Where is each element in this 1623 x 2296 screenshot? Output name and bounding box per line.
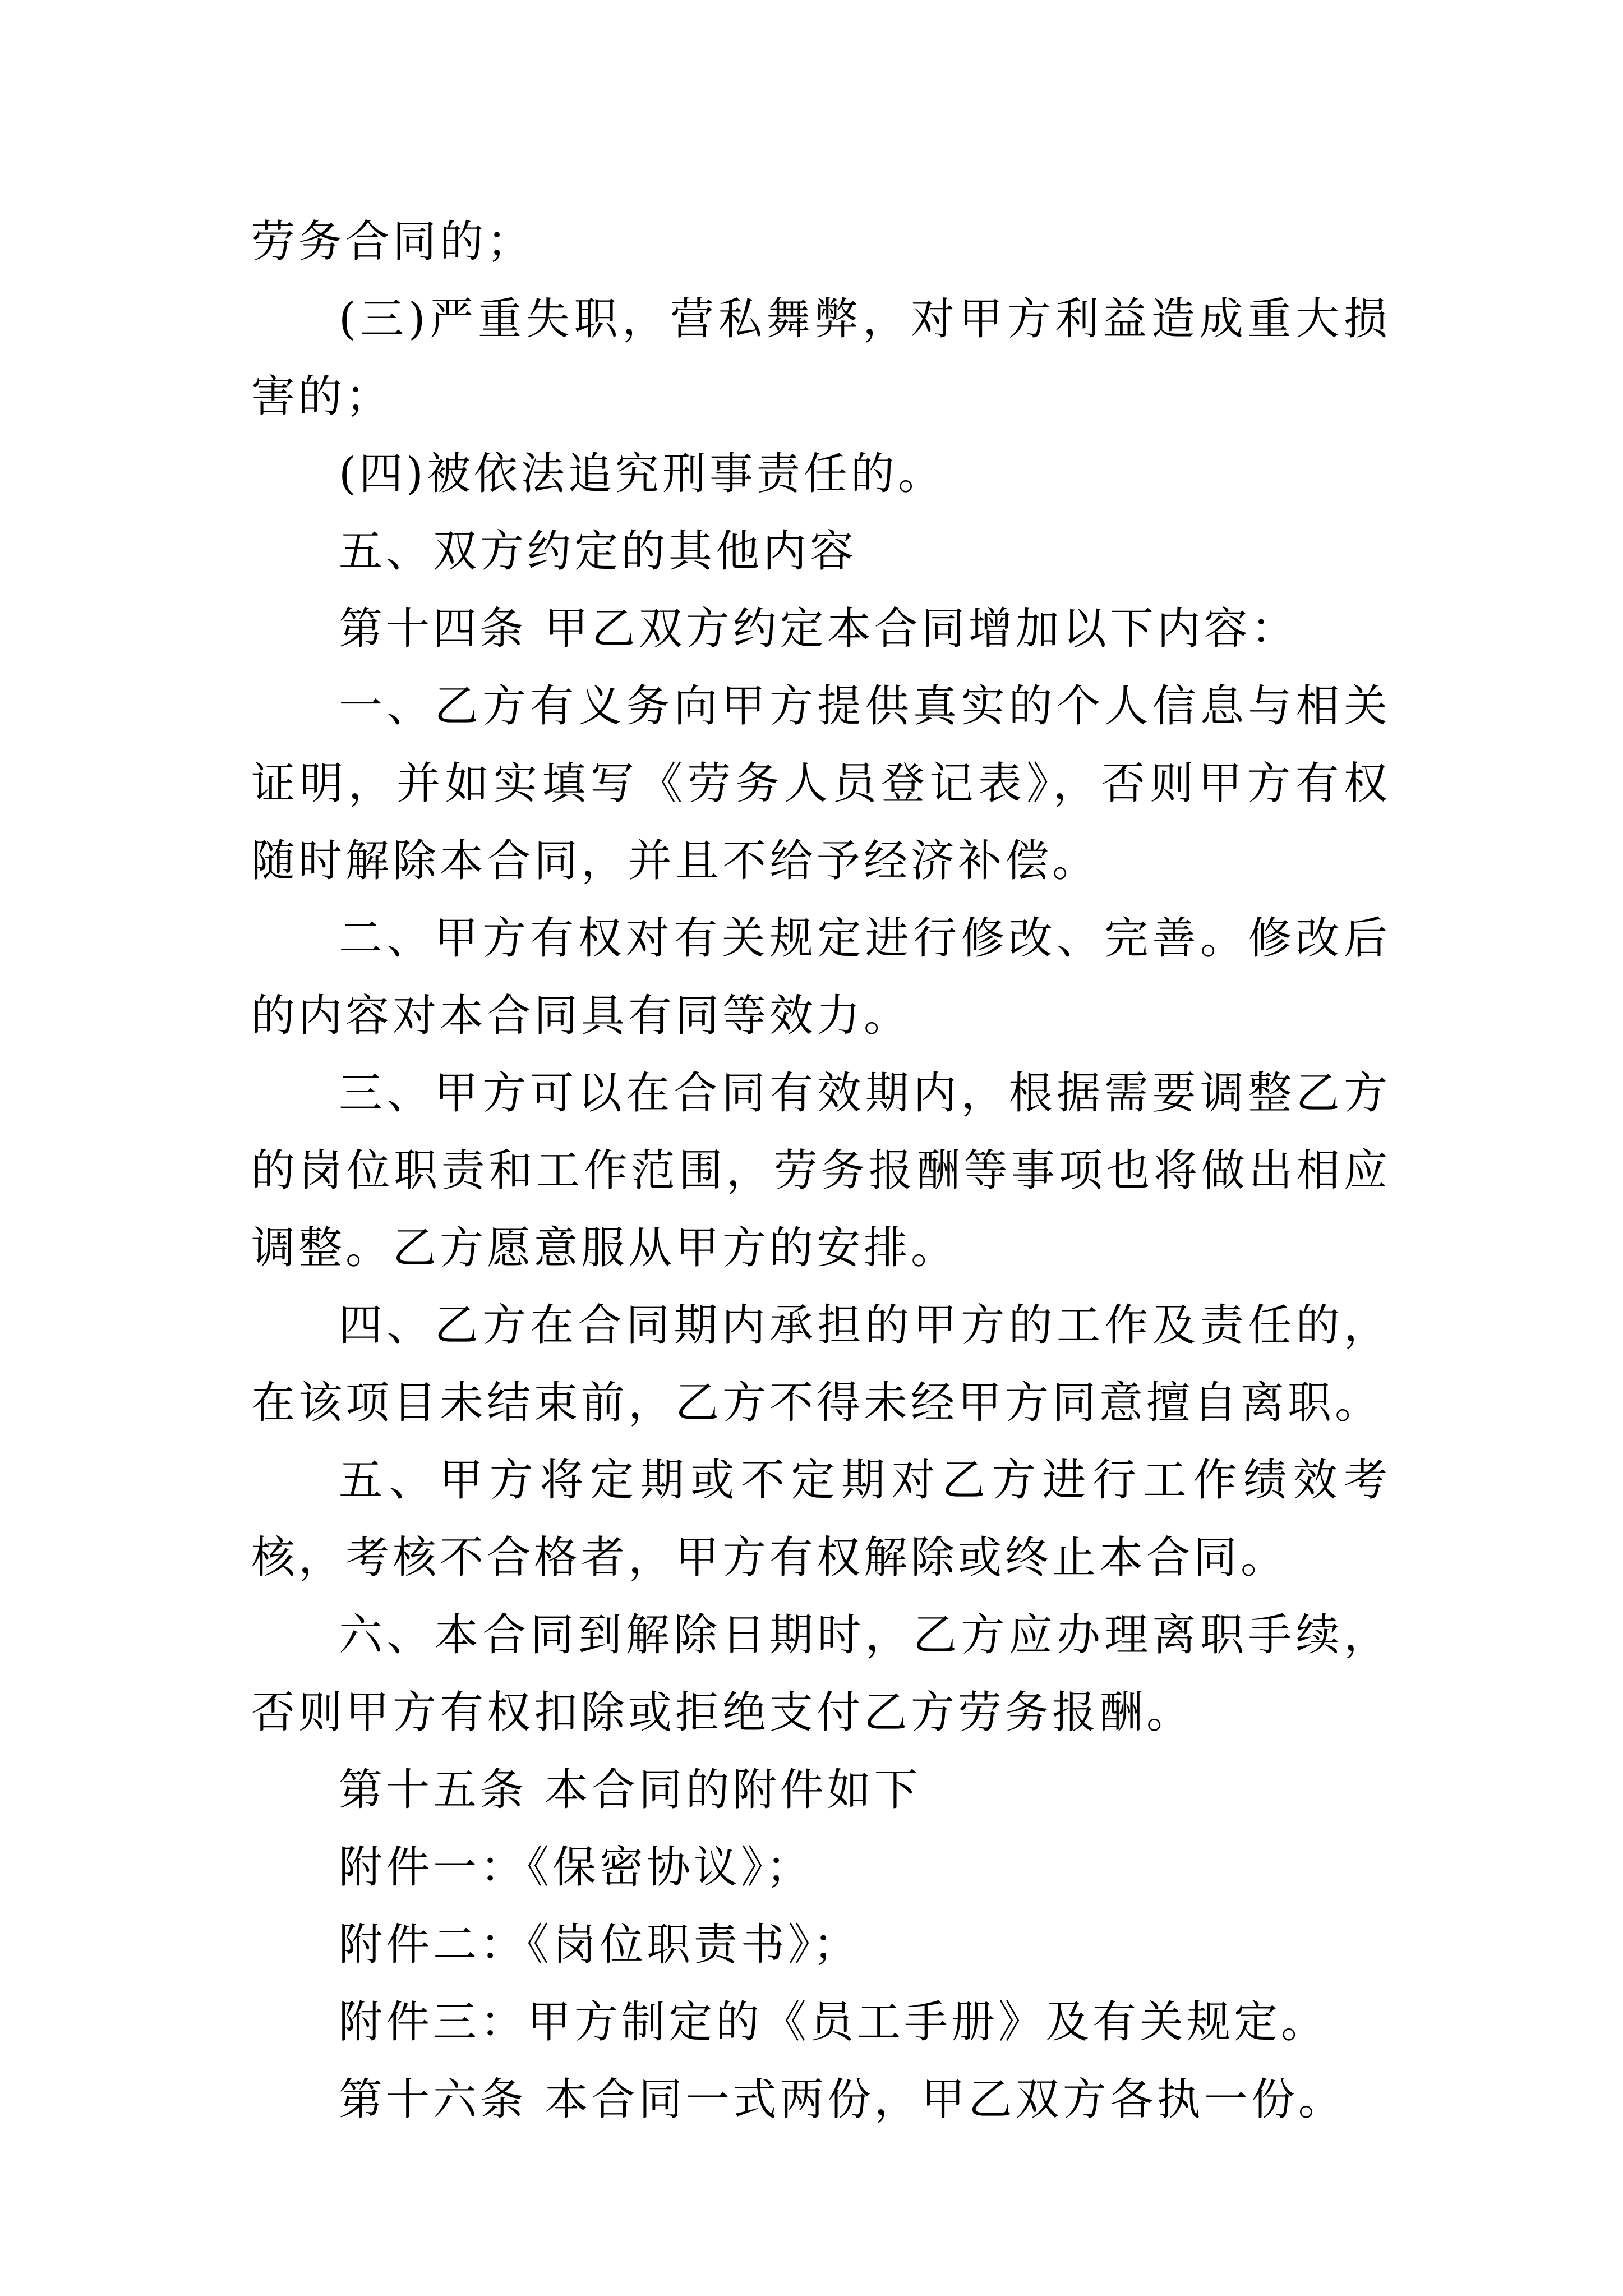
paragraph: 六、本合同到解除日期时，乙方应办理离职手续，否则甲方有权扣除或拒绝支付乙方劳务报酬。 (251, 1610, 1391, 1738)
paragraph: 三、甲方可以在合同有效期内，根据需要调整乙方的岗位职责和工作范围，劳务报酬等事项也将做出相应调整。乙方愿意服从甲方的安排。 (251, 1068, 1391, 1273)
paragraph: 四、乙方在合同期内承担的甲方的工作及责任的，在该项目未结束前，乙方不得未经甲方同意擅自离职。 (251, 1300, 1391, 1428)
article-heading: 第十四条 甲乙双方约定本合同增加以下内容： (339, 604, 1298, 654)
paragraph: 五、甲方将定期或不定期对乙方进行工作绩效考核，考核不合格者，甲方有权解除或终止本合同。 (251, 1455, 1391, 1583)
article-heading: 第十五条 本合同的附件如下 (339, 1765, 921, 1815)
attachment-item: 附件三：甲方制定的《员工手册》及有关规定。 (339, 1997, 1329, 2047)
paragraph: 劳务合同的； (251, 217, 534, 267)
attachment-item: 附件一：《保密协议》； (339, 1842, 814, 1893)
section-heading: 五、双方约定的其他内容 (339, 526, 857, 577)
paragraph: 二、甲方有权对有关规定进行修改、完善。修改后的内容对本合同具有同等效力。 (251, 913, 1391, 1041)
document-body (251, 203, 1391, 2138)
paragraph: (三)严重失职，营私舞弊，对甲方利益造成重大损害的； (251, 294, 1391, 422)
attachment-item: 附件二：《岗位职责书》； (339, 1920, 861, 1970)
paragraph: 一、乙方有义务向甲方提供真实的个人信息与相关证明，并如实填写《劳务人员登记表》，否则甲方有权随时解除本合同，并且不给予经济补偿。 (251, 681, 1391, 886)
article-heading: 第十六条 本合同一式两份，甲乙双方各执一份。 (339, 2074, 1345, 2125)
paragraph: (四)被依法追究刑事责任的。 (339, 449, 945, 499)
